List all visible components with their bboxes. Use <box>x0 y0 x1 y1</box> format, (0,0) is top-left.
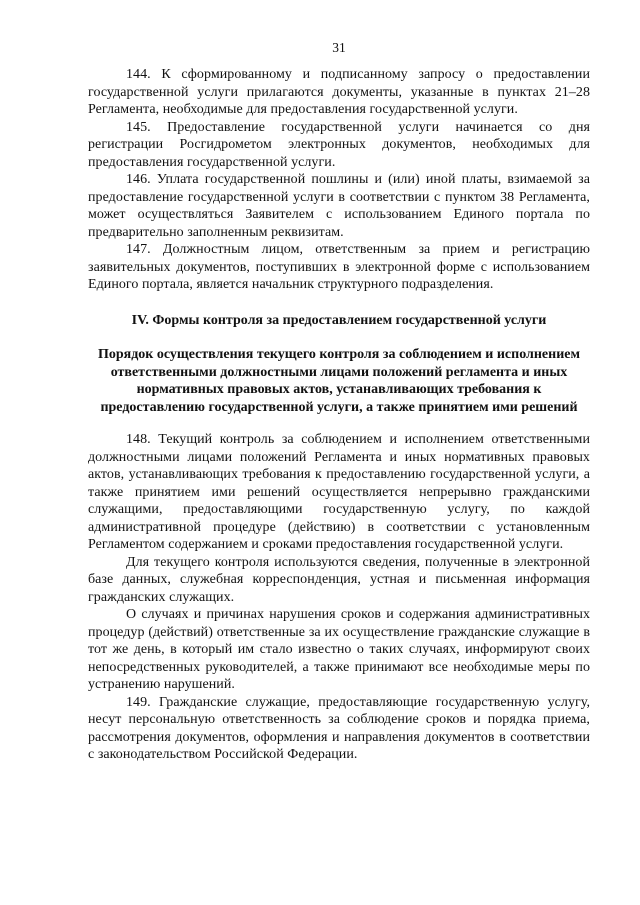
paragraph-145: 145. Предоставление государственной услуги начинается со дня регистрации Росгидрометом электронных документов, необходимых для предоставления государственной услуги. <box>88 119 590 170</box>
page-number: 31 <box>332 40 346 55</box>
paragraph-149: 149. Гражданские служащие, предоставляющие государственную услугу, несут персональную ответственность за соблюдение сроков и порядка приема, рассмотрения документов, оформления и направления документов в соответствии с законодательством Российской Федерации. <box>88 694 590 762</box>
document-page <box>88 0 590 905</box>
document-body <box>88 66 590 764</box>
paragraph-violations: О случаях и причинах нарушения сроков и содержания административных процедур (действий) ответственные за их осуществление гражданские служащие в тот же день, в который им стало известно о таких случаях, информируют своих непосредственных руководителей, а также принимают все необходимые меры по устранению нарушений. <box>88 607 590 692</box>
paragraph-146: 146. Уплата государственной пошлины и (или) иной платы, взимаемой за предоставление государственной услуги в соответствии с пунктом 38 Регламента, может осуществляться Заявителем с использованием Единого портала по предварительно заполненным реквизитам. <box>88 172 590 240</box>
section-heading: IV. Формы контроля за предоставлением государственной услуги <box>131 312 547 328</box>
paragraph-148: 148. Текущий контроль за соблюдением и исполнением ответственными должностными лицами положений Регламента и иных нормативных правовых актов, устанавливающих требования к предоставлению государственной услуги, а также принятием ими решений осуществляется непрерывно гражданскими служащими, предоставляющими государственную услугу, по каждой административной процедуре (действию) в соответствии с установленным Регламентом содержанием и сроками предоставления государственной услуги. <box>88 432 590 552</box>
subsection-heading: Порядок осуществления текущего контроля за соблюдением и исполнением ответственными должностными лицами положений регламента и иных нормативных правовых актов, устанавливающих требования к предоставлению государственной услуги, а также принятием ими решений <box>97 347 581 415</box>
paragraph-147: 147. Должностным лицом, ответственным за прием и регистрацию заявительных документов, поступивших в электронной форме с использованием Единого портала, является начальник структурного подразделения. <box>88 242 590 292</box>
paragraph-current-control-sources: Для текущего контроля используются сведения, полученные в электронной базе данных, служебная корреспонденция, устная и письменная информация гражданских служащих. <box>88 554 590 605</box>
paragraph-144: 144. К сформированному и подписанному запросу о предоставлении государственной услуги прилагаются документы, указанные в пунктах 21–28 Регламента, необходимые для предоставления государственной услуги. <box>88 67 590 117</box>
